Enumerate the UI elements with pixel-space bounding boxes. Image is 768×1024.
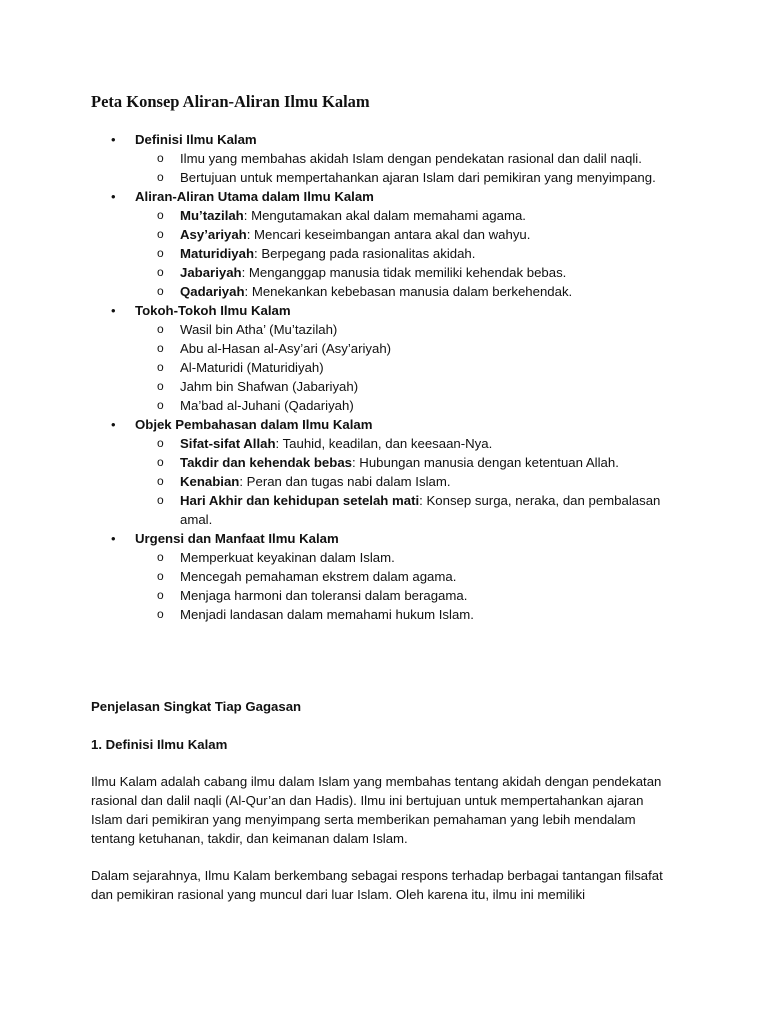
bullet-icon: •	[111, 531, 116, 546]
outline-item-text: Ilmu yang membahas akidah Islam dengan pendekatan rasional dan dalil naqli.	[180, 151, 642, 166]
outline-item-text: Jahm bin Shafwan (Jabariyah)	[180, 379, 359, 394]
outline-item	[135, 358, 711, 377]
outline-item	[135, 149, 711, 168]
outline-item	[135, 263, 711, 282]
circle-bullet-icon: o	[157, 550, 164, 564]
circle-bullet-icon: o	[157, 360, 164, 374]
outline-item-text: : Konsep surga, neraka, dan pembalasan amal.	[180, 493, 661, 527]
outline-sublist	[135, 149, 711, 187]
outline-item-term: Asy’ariyah	[180, 227, 247, 242]
outline-item-term: Hari Akhir dan kehidupan setelah mati	[180, 493, 420, 508]
outline-item	[135, 548, 711, 567]
outline-item-text: Mencegah pemahaman ekstrem dalam agama.	[180, 569, 457, 584]
outline-item	[135, 396, 711, 415]
circle-bullet-icon: o	[157, 474, 164, 488]
subsection-heading: 1. Definisi Ilmu Kalam	[91, 737, 228, 752]
circle-bullet-icon: o	[157, 569, 164, 583]
outline-item-text: : Peran dan tugas nabi dalam Islam.	[239, 474, 451, 489]
outline-sublist	[135, 548, 711, 624]
outline-section	[111, 529, 711, 624]
outline-item	[135, 320, 711, 339]
outline-item-text: Al-Maturidi (Maturidiyah)	[180, 360, 324, 375]
outline-section-label: Aliran-Aliran Utama dalam Ilmu Kalam	[135, 189, 374, 204]
bullet-icon: •	[111, 132, 116, 147]
paragraph-1: Ilmu Kalam adalah cabang ilmu dalam Islam yang membahas tentang akidah dengan pendekatan rasional dan dalil naqli (Al-Qur’an dan Hadis). Ilmu ini bertujuan untuk mempertahankan ajaran Islam dari pemikiran yang menyimpang serta memberikan pemahaman yang lebih mendalam tentang ketuhanan, takdir, dan keimanan dalam Islam.	[91, 774, 662, 846]
outline-item	[135, 206, 711, 225]
outline-item-text: Menjadi landasan dalam memahami hukum Islam.	[180, 607, 474, 622]
outline-section	[111, 301, 711, 415]
outline-section	[111, 130, 711, 187]
document-title: Peta Konsep Aliran-Aliran Ilmu Kalam	[91, 92, 370, 111]
circle-bullet-icon: o	[157, 246, 164, 260]
section-heading: Penjelasan Singkat Tiap Gagasan	[91, 699, 302, 714]
outline-item	[135, 605, 711, 624]
circle-bullet-icon: o	[157, 436, 164, 450]
paragraph-2: Dalam sejarahnya, Ilmu Kalam berkembang sebagai respons terhadap berbagai tantangan filsafat dan pemikiran rasional yang muncul dari luar Islam. Oleh karena itu, ilmu ini memiliki	[91, 868, 663, 902]
outline-item-term: Jabariyah	[180, 265, 242, 280]
circle-bullet-icon: o	[157, 322, 164, 336]
outline-item	[135, 339, 711, 358]
outline-item-text: : Hubungan manusia dengan ketentuan Allah.	[351, 455, 619, 470]
outline-sublist	[135, 434, 711, 529]
outline-item	[135, 586, 711, 605]
circle-bullet-icon: o	[157, 151, 164, 165]
circle-bullet-icon: o	[157, 588, 164, 602]
outline-section-label: Objek Pembahasan dalam Ilmu Kalam	[135, 417, 373, 432]
circle-bullet-icon: o	[157, 284, 164, 298]
outline-item-text: : Menganggap manusia tidak memiliki kehendak bebas.	[241, 265, 567, 280]
outline-item-text: Bertujuan untuk mempertahankan ajaran Islam dari pemikiran yang menyimpang.	[180, 170, 656, 185]
circle-bullet-icon: o	[157, 455, 164, 469]
circle-bullet-icon: o	[157, 398, 164, 412]
outline-sublist	[135, 206, 711, 301]
outline-item	[135, 225, 711, 244]
outline-item-term: Sifat-sifat Allah	[180, 436, 276, 451]
outline-item-text: : Mencari keseimbangan antara akal dan wahyu.	[246, 227, 531, 242]
outline-item-term: Takdir dan kehendak bebas	[180, 455, 352, 470]
outline-item	[135, 491, 711, 529]
concept-outline	[111, 130, 711, 624]
outline-item-text: : Mengutamakan akal dalam memahami agama.	[243, 208, 526, 223]
circle-bullet-icon: o	[157, 493, 164, 507]
circle-bullet-icon: o	[157, 170, 164, 184]
bullet-icon: •	[111, 417, 116, 432]
outline-item-text: : Menekankan kebebasan manusia dalam berkehendak.	[244, 284, 573, 299]
outline-item	[135, 453, 711, 472]
outline-section	[111, 415, 711, 529]
outline-item	[135, 434, 711, 453]
outline-item	[135, 282, 711, 301]
circle-bullet-icon: o	[157, 341, 164, 355]
outline-list	[111, 130, 711, 624]
bullet-icon: •	[111, 189, 116, 204]
outline-section-label: Tokoh-Tokoh Ilmu Kalam	[135, 303, 291, 318]
outline-item-text: Memperkuat keyakinan dalam Islam.	[180, 550, 395, 565]
circle-bullet-icon: o	[157, 265, 164, 279]
outline-item-term: Maturidiyah	[180, 246, 255, 261]
outline-item-text: Wasil bin Atha’ (Mu’tazilah)	[180, 322, 338, 337]
circle-bullet-icon: o	[157, 379, 164, 393]
outline-item	[135, 567, 711, 586]
outline-section-label: Definisi Ilmu Kalam	[135, 132, 257, 147]
outline-item	[135, 377, 711, 396]
outline-item-text: Abu al-Hasan al-Asy’ari (Asy’ariyah)	[180, 341, 392, 356]
outline-item-text: Ma’bad al-Juhani (Qadariyah)	[180, 398, 354, 413]
circle-bullet-icon: o	[157, 208, 164, 222]
bullet-icon: •	[111, 303, 116, 318]
outline-item-term: Qadariyah	[180, 284, 245, 299]
outline-section-label: Urgensi dan Manfaat Ilmu Kalam	[135, 531, 339, 546]
outline-item-text: : Tauhid, keadilan, dan keesaan-Nya.	[275, 436, 493, 451]
outline-item-term: Mu’tazilah	[180, 208, 244, 223]
circle-bullet-icon: o	[157, 227, 164, 241]
outline-sublist	[135, 320, 711, 415]
circle-bullet-icon: o	[157, 607, 164, 621]
outline-item	[135, 168, 711, 187]
outline-section	[111, 187, 711, 301]
outline-item-text: Menjaga harmoni dan toleransi dalam beragama.	[180, 588, 468, 603]
outline-item	[135, 244, 711, 263]
outline-item-text: : Berpegang pada rasionalitas akidah.	[254, 246, 476, 261]
outline-item-term: Kenabian	[180, 474, 240, 489]
outline-item	[135, 472, 711, 491]
